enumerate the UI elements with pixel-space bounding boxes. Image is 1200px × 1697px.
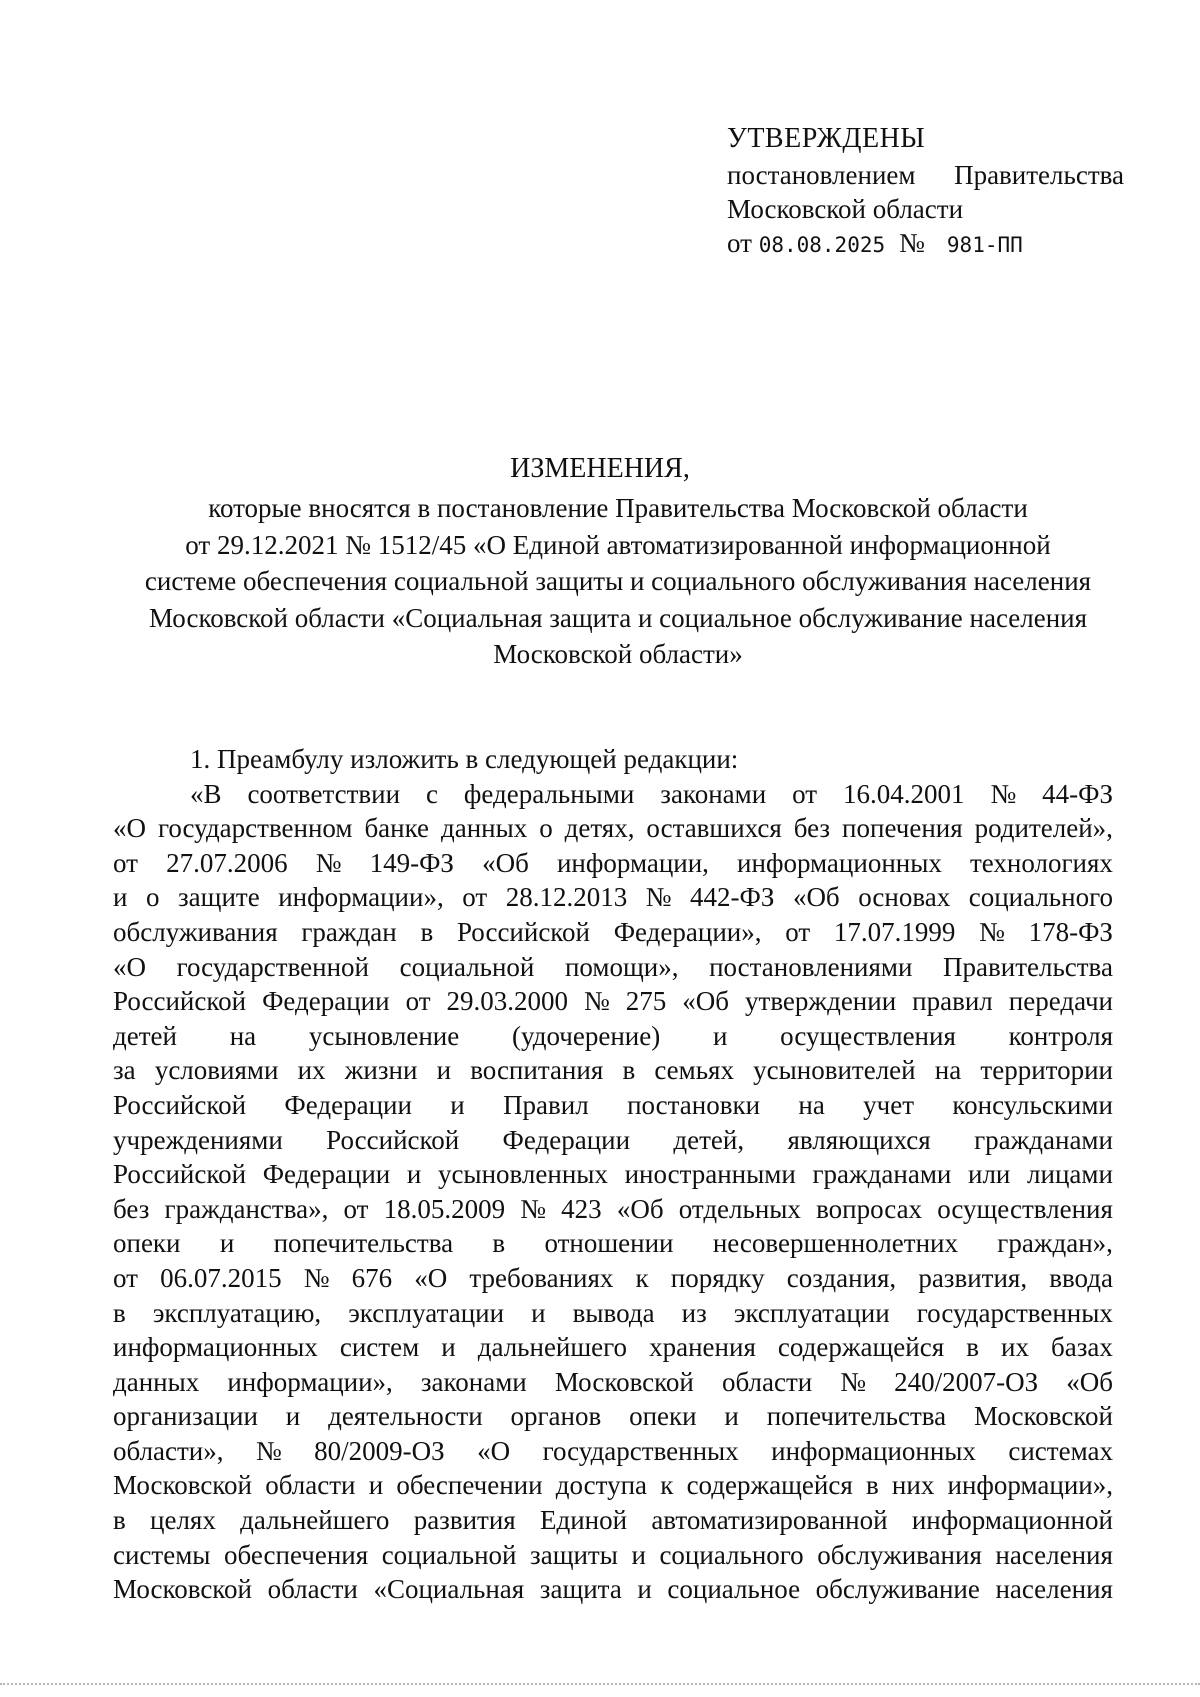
body-line: области», № 80/2009-ОЗ «О государственных информационных системах: [113, 1435, 1113, 1466]
body-line: без гражданства», от 18.05.2009 № 423 «Об отдельных вопросах осуществления: [113, 1193, 1113, 1224]
approval-line-2: Московской области: [727, 194, 964, 224]
body-line: детей на усыновление (удочерение) и осуществления контроля: [113, 1020, 1113, 1051]
body-line: Российской Федерации и Правил постановки на учет консульскими: [113, 1089, 1113, 1120]
body-line: системы обеспечения социальной защиты и социального обслуживания населения: [113, 1539, 1113, 1570]
body-line: обслуживания граждан в Российской Федерации», от 17.07.1999 № 178-ФЗ: [113, 916, 1113, 947]
body-line: Российской Федерации от 29.03.2000 № 275 «Об утверждении правил передачи: [113, 986, 1113, 1017]
body-line: информационных систем и дальнейшего хранения содержащейся в их базах: [113, 1332, 1113, 1363]
body-line: «О государственном банке данных о детях, оставшихся без попечения родителей»,: [113, 813, 1113, 844]
body-line: и о защите информации», от 28.12.2013 № 442-ФЗ «Об основах социального: [113, 882, 1113, 913]
body-line: 1. Преамбулу изложить в следующей редакции:: [190, 744, 739, 774]
document-title: ИЗМЕНЕНИЯ,: [510, 453, 690, 484]
body-line: Московской области и обеспечении доступа к содержащейся в них информации»,: [113, 1470, 1113, 1501]
approval-stamp: [727, 122, 1167, 262]
body-line: от 06.07.2015 № 676 «О требованиях к порядку создания, развития, ввода: [113, 1262, 1113, 1293]
body-line: в эксплуатацию, эксплуатации и вывода из эксплуатации государственных: [113, 1297, 1113, 1328]
page-edge-divider: [0, 1683, 1200, 1685]
approval-date-prefix: от: [727, 228, 752, 258]
approval-line-1-left: постановлением: [727, 160, 916, 190]
body-line: Московской области «Социальная защита и социальное обслуживание населения: [113, 1574, 1113, 1605]
document-body: [113, 742, 1113, 1607]
subtitle-line: которые вносятся в постановление Правительства Московской области: [208, 493, 1028, 523]
approval-heading: УТВЕРЖДЕНЫ: [727, 123, 926, 154]
approval-date-line: [727, 226, 1167, 262]
approval-number: 981-ПП: [946, 233, 1023, 257]
body-line: «О государственной социальной помощи», постановлениями Правительства: [113, 951, 1113, 982]
body-line: в целях дальнейшего развития Единой автоматизированной информационной: [113, 1505, 1113, 1536]
document-subtitle: [118, 490, 1118, 673]
body-line: организации и деятельности органов опеки и попечительства Московской: [113, 1401, 1113, 1432]
subtitle-line: системе обеспечения социальной защиты и социального обслуживания населения: [144, 566, 1092, 596]
body-line: учреждениями Российской Федерации детей, являющихся гражданами: [113, 1124, 1113, 1155]
approval-date: 08.08.2025: [758, 233, 886, 257]
body-line: за условиями их жизни и воспитания в семьях усыновителей на территории: [113, 1055, 1113, 1086]
body-line: Российской Федерации и усыновленных иностранными гражданами или лицами: [113, 1159, 1113, 1190]
body-line: данных информации», законами Московской области № 240/2007-ОЗ «Об: [113, 1366, 1113, 1397]
subtitle-line: Московской области»: [493, 639, 743, 669]
body-line: «В соответствии с федеральными законами от 16.04.2001 № 44-ФЗ: [190, 778, 1113, 809]
body-line: от 27.07.2006 № 149-ФЗ «Об информации, информационных технологиях: [113, 847, 1113, 878]
subtitle-line: от 29.12.2021 № 1512/45 «О Единой автоматизированной информационной: [185, 529, 1051, 560]
subtitle-line: Московской области «Социальная защита и социальное обслуживание населения: [148, 602, 1088, 633]
approval-number-sign: №: [899, 228, 925, 258]
body-line: опеки и попечительства в отношении несовершеннолетних граждан»,: [113, 1228, 1113, 1259]
approval-line-1-right: Правительства: [954, 160, 1124, 190]
approval-line-1: [727, 158, 1124, 192]
